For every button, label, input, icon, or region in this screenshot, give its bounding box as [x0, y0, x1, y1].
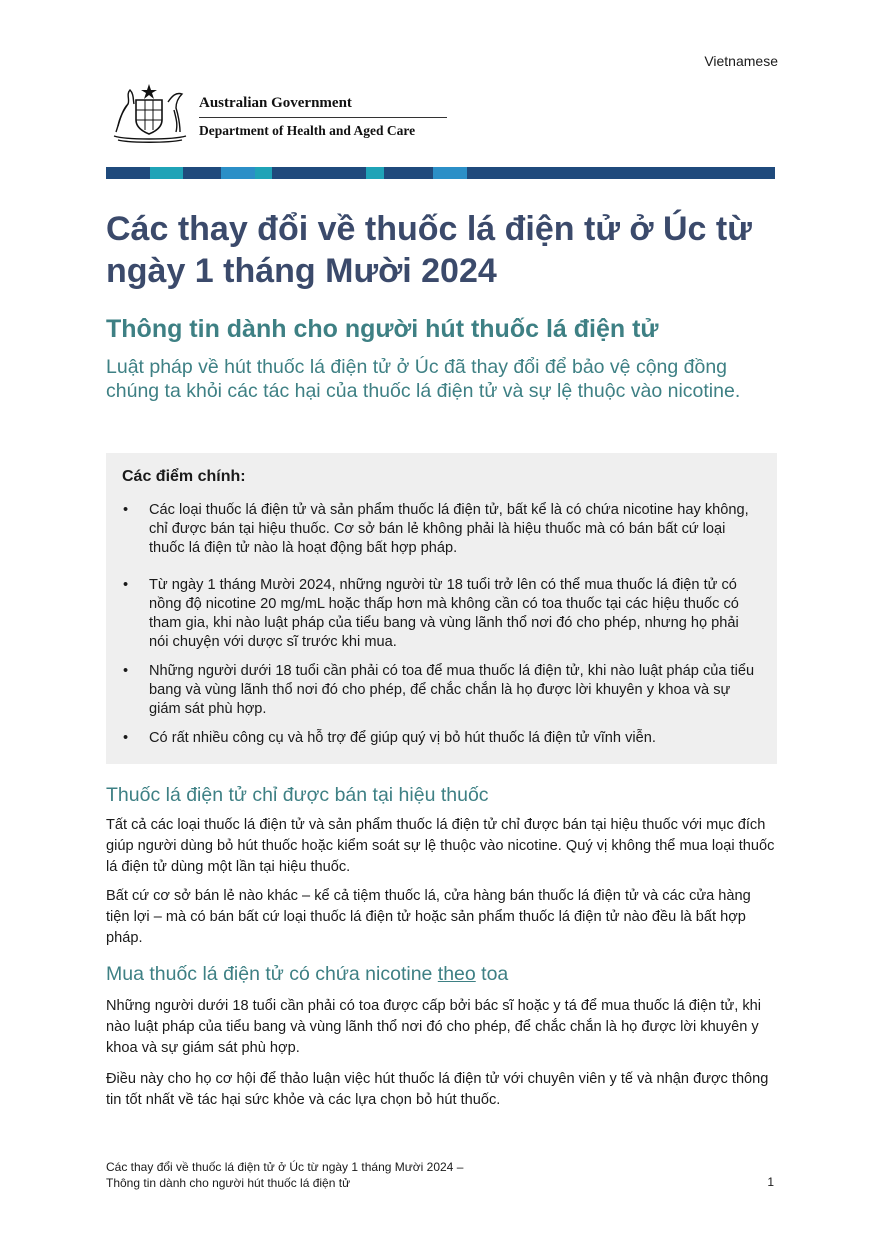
section-paragraph: Bất cứ cơ sở bán lẻ nào khác – kể cả tiệm thuốc lá, cửa hàng bán thuốc lá điện tử và các cửa hàng tiện lợi – mà có bán bất cứ loại thuốc lá điện tử hoặc sản phẩm thuốc lá điện tử nào đều là bất hợp pháp.: [106, 888, 751, 946]
list-item: • Các loại thuốc lá điện tử và sản phẩm thuốc lá điện tử, bất kể là có chứa nicotine hay không, chỉ được bán tại hiệu thuốc. Cơ sở bán lẻ không phải là hiệu thuốc mà có bán bất cứ loại thuốc lá điện tử nào là hoạt động bất hợp pháp.: [123, 502, 749, 556]
list-item: • Có rất nhiều công cụ và hỗ trợ để giúp quý vị bỏ hút thuốc lá điện tử vĩnh viễn.: [123, 730, 656, 746]
key-points-heading: Các điểm chính:: [122, 468, 246, 485]
color-bar-segment: [150, 167, 183, 179]
color-bar-segment: [272, 167, 366, 179]
coat-of-arms-icon: [106, 80, 192, 144]
header-color-bar: [106, 167, 775, 179]
bullet-icon: •: [123, 577, 129, 593]
color-bar-segment: [467, 167, 775, 179]
page-number: 1: [767, 1175, 774, 1189]
list-item: • Từ ngày 1 tháng Mười 2024, những người từ 18 tuổi trở lên có thể mua thuốc lá điện tử có nồng độ nicotine 20 mg/mL hoặc thấp hơn mà không cần có toa thuốc tại các hiệu thuốc có tham gia, khi nào luật pháp của tiểu bang và vùng lãnh thổ nơi đó cho phép, nhưng họ phải nói chuyện với dược sĩ trước khi mua.: [123, 577, 739, 650]
page-footer: [106, 1160, 463, 1191]
footer-line: Thông tin dành cho người hút thuốc lá điện tử: [106, 1175, 351, 1190]
section-heading-pharmacy: Thuốc lá điện tử chỉ được bán tại hiệu thuốc: [106, 784, 489, 806]
government-logo: [106, 80, 446, 146]
section-heading-prescription: Mua thuốc lá điện tử có chứa nicotine theo toa: [106, 963, 509, 985]
color-bar-segment: [183, 167, 221, 179]
key-points-box: [106, 453, 777, 764]
key-points-list: [122, 501, 761, 748]
language-label: Vietnamese: [704, 53, 778, 69]
bullet-icon: •: [123, 502, 129, 518]
bullet-icon: •: [123, 663, 129, 679]
section-paragraph: Tất cả các loại thuốc lá điện tử và sản phẩm thuốc lá điện tử chỉ được bán tại hiệu thuốc với mục đích giúp người dùng bỏ hút thuốc hoặc kiểm soát sự lệ thuộc vào nicotine. Quý vị không thể mua loại thuốc lá điện tử dùng một lần tại hiệu thuốc.: [106, 817, 775, 875]
page-title: Các thay đổi về thuốc lá điện tử ở Úc từ ngày 1 tháng Mười 2024: [106, 210, 752, 290]
bullet-icon: •: [123, 730, 129, 746]
color-bar-segment: [106, 167, 150, 179]
color-bar-segment: [433, 167, 467, 179]
org-divider: [199, 117, 447, 118]
department-name: Department of Health and Aged Care: [199, 123, 416, 138]
section-paragraph: Những người dưới 18 tuổi cần phải có toa được cấp bởi bác sĩ hoặc y tá để mua thuốc lá điện tử, khi nào luật pháp của tiểu bang và vùng lãnh thổ nơi đó cho phép, để chắc chắn là họ được lời khuyên y khoa và sự giám sát phù hợp.: [106, 998, 762, 1056]
page-subtitle: Thông tin dành cho người hút thuốc lá điện tử: [106, 315, 659, 343]
intro-text: Luật pháp về hút thuốc lá điện tử ở Úc đã thay đổi để bảo vệ cộng đồng chúng ta khỏi các tác hại của thuốc lá điện tử và sự lệ thuộc vào nicotine.: [106, 356, 741, 402]
footer-line: Các thay đổi về thuốc lá điện tử ở Úc từ ngày 1 tháng Mười 2024 –: [106, 1160, 464, 1174]
heading-link-word[interactable]: theo: [437, 963, 476, 985]
section-paragraph: Điều này cho họ cơ hội để thảo luận việc hút thuốc lá điện tử với chuyên viên y tế và nhận được thông tin tốt nhất về tác hại sức khỏe và các lựa chọn bỏ hút thuốc.: [106, 1071, 769, 1108]
color-bar-segment: [255, 167, 272, 179]
color-bar-segment: [384, 167, 433, 179]
color-bar-segment: [221, 167, 255, 179]
color-bar-segment: [366, 167, 384, 179]
list-item: • Những người dưới 18 tuổi cần phải có toa để mua thuốc lá điện tử, khi nào luật pháp của tiểu bang và vùng lãnh thổ nơi đó cho phép, để chắc chắn là họ được lời khuyên y khoa và sự giám sát phù hợp.: [123, 663, 755, 717]
org-name: Australian Government: [199, 95, 352, 111]
